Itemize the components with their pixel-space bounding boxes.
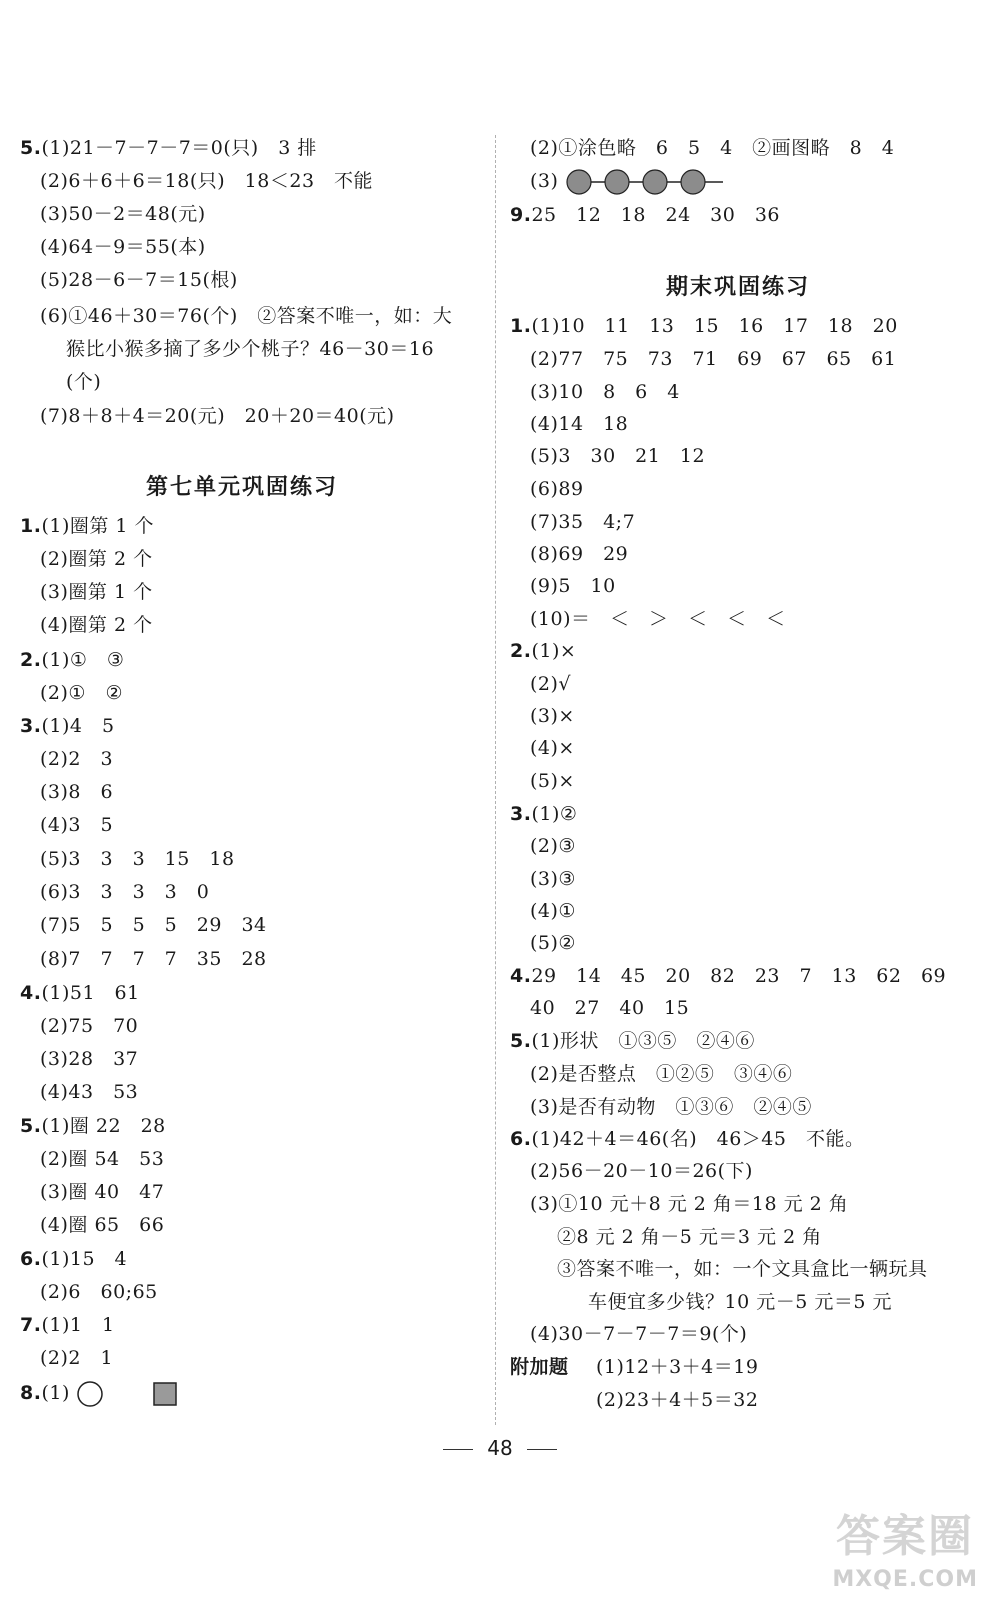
bonus-answer: (1)12＋3＋4＝19 <box>596 1356 759 1378</box>
answer-line: (8)69 29 <box>530 543 629 565</box>
answer-line: (4)14 18 <box>530 413 629 435</box>
answer-line: 4.29 14 45 20 82 23 7 13 62 69 <box>510 965 947 987</box>
answer-line: (3)③ <box>530 868 576 890</box>
answer-line: (4)① <box>530 900 576 922</box>
answer-line: (7)35 4;7 <box>530 511 636 533</box>
answer-line: 3.(1)② <box>510 803 578 825</box>
answer-line: (2)2 1 <box>40 1347 114 1369</box>
bead-string-figure <box>565 168 725 196</box>
answer-line: (5)3 30 21 12 <box>530 445 706 467</box>
answer-line: (3)8 6 <box>40 781 114 803</box>
answer-line: (6)①46＋30＝76(个) ②答案不唯一，如：大 <box>40 305 453 327</box>
answer-line: (3)10 8 6 4 <box>530 381 680 403</box>
answer-line: (7)5 5 5 5 29 34 <box>40 914 267 936</box>
page-number: 48 <box>487 1436 513 1460</box>
answer-line: 5.(1)21－7－7－7＝0(只) 3 排 <box>20 137 317 159</box>
answer-line: (7)8＋8＋4＝20(元) 20＋20＝40(元) <box>40 405 395 427</box>
answer-line: (6)89 <box>530 478 584 500</box>
answer-line: (2)√ <box>530 673 572 695</box>
answer-line: (5)28－6－7＝15(根) <box>40 269 238 291</box>
answer-line: 40 27 40 15 <box>530 997 690 1019</box>
answer-line: (2)①涂色略 6 5 4 ②画图略 8 4 <box>530 137 895 159</box>
answer-line: 6.(1)15 4 <box>20 1248 128 1270</box>
answer-line: ③答案不唯一，如：一个文具盒比一辆玩具 <box>557 1258 928 1280</box>
answer-line: 3.(1)4 5 <box>20 715 115 737</box>
answer-line: (4)64－9＝55(本) <box>40 236 206 258</box>
answer-line: 7.(1)1 1 <box>20 1314 115 1336</box>
footer-dash-right <box>527 1449 557 1450</box>
answer-line: (2)③ <box>530 835 576 857</box>
answer-line: (4)圈 65 66 <box>40 1214 165 1236</box>
answer-line: (5)× <box>530 770 575 792</box>
answer-line: (2)56－20－10＝26(下) <box>530 1160 753 1182</box>
answer-line: 5.(1)形状 ①③⑤ ②④⑥ <box>510 1030 755 1052</box>
answer-line: (8)7 7 7 7 35 28 <box>40 948 267 970</box>
watermark-url: MXQE.COM <box>832 1567 978 1592</box>
column-divider <box>495 135 496 1425</box>
answer-line: (4)30－7－7－7＝9(个) <box>530 1323 748 1345</box>
answer-line: (3)圈 40 47 <box>40 1181 165 1203</box>
circle-and-square-figure <box>76 1380 196 1408</box>
answer-line: (个) <box>66 371 102 393</box>
answer-line: 5.(1)圈 22 28 <box>20 1115 166 1137</box>
answer-line: (2)是否整点 ①②⑤ ③④⑥ <box>530 1063 793 1085</box>
answer-line: 1.(1)10 11 13 15 16 17 18 20 <box>510 315 898 337</box>
answer-line: (4)43 53 <box>40 1081 139 1103</box>
answer-line: (3)28 37 <box>40 1048 139 1070</box>
answer-line: 车便宜多少钱？10 元－5 元＝5 元 <box>588 1291 892 1313</box>
answer-line: (4)3 5 <box>40 814 114 836</box>
watermark-logo-text: 答案圈 <box>836 1511 974 1562</box>
answer-line: 8.(1) <box>20 1380 196 1408</box>
answer-line: (2)6＋6＋6＝18(只) 18＜23 不能 <box>40 170 374 192</box>
watermark <box>818 1511 988 1598</box>
answer-line: (3)是否有动物 ①③⑥ ②④⑤ <box>530 1096 812 1118</box>
section-heading: 期末巩固练习 <box>666 275 811 300</box>
answer-line: (4)× <box>530 737 575 759</box>
answer-line: (3)圈第 1 个 <box>40 581 153 603</box>
bonus-answer: (2)23＋4＋5＝32 <box>596 1389 759 1411</box>
answer-line: ②8 元 2 角－5 元＝3 元 2 角 <box>557 1226 822 1248</box>
answer-line: (9)5 10 <box>530 575 616 597</box>
answer-line: 1.(1)圈第 1 个 <box>20 515 155 537</box>
answer-line: 9.25 12 18 24 30 36 <box>510 204 781 226</box>
answer-line: (3)× <box>530 705 575 727</box>
answer-line: (2)77 75 73 71 69 67 65 61 <box>530 348 897 370</box>
answer-line: (2)圈 54 53 <box>40 1148 165 1170</box>
answer-line: 6.(1)42＋4＝46(名) 46＞45 不能。 <box>510 1128 865 1150</box>
answer-line: (2)圈第 2 个 <box>40 548 153 570</box>
section-heading: 第七单元巩固练习 <box>146 475 339 500</box>
answer-line: (5)② <box>530 932 576 954</box>
bonus-label: 附加题 <box>510 1356 569 1378</box>
bonus-line <box>510 1354 569 1380</box>
answer-line: (10)＝ ＜ ＞ ＜ ＜ ＜ <box>530 608 786 630</box>
footer-dash-left <box>443 1449 473 1450</box>
answer-line: (2)75 70 <box>40 1015 139 1037</box>
answer-line: (3)50－2＝48(元) <box>40 203 206 225</box>
answer-line: (2)2 3 <box>40 748 114 770</box>
answer-line: (5)3 3 3 15 18 <box>40 848 235 870</box>
answer-line: (3) <box>530 168 725 196</box>
answer-line: (3)①10 元＋8 元 2 角＝18 元 2 角 <box>530 1193 849 1215</box>
answer-line: (2)6 60;65 <box>40 1281 158 1303</box>
page-number-footer <box>0 1436 1000 1460</box>
answer-line: (4)圈第 2 个 <box>40 614 153 636</box>
answer-line: (6)3 3 3 3 0 <box>40 881 210 903</box>
answer-line: 4.(1)51 61 <box>20 982 140 1004</box>
answer-line: 2.(1)× <box>510 640 577 662</box>
answer-line: 2.(1)① ③ <box>20 649 125 671</box>
answer-line: 猴比小猴多摘了多少个桃子？46－30＝16 <box>66 338 435 360</box>
answer-line: (2)① ② <box>40 682 123 704</box>
